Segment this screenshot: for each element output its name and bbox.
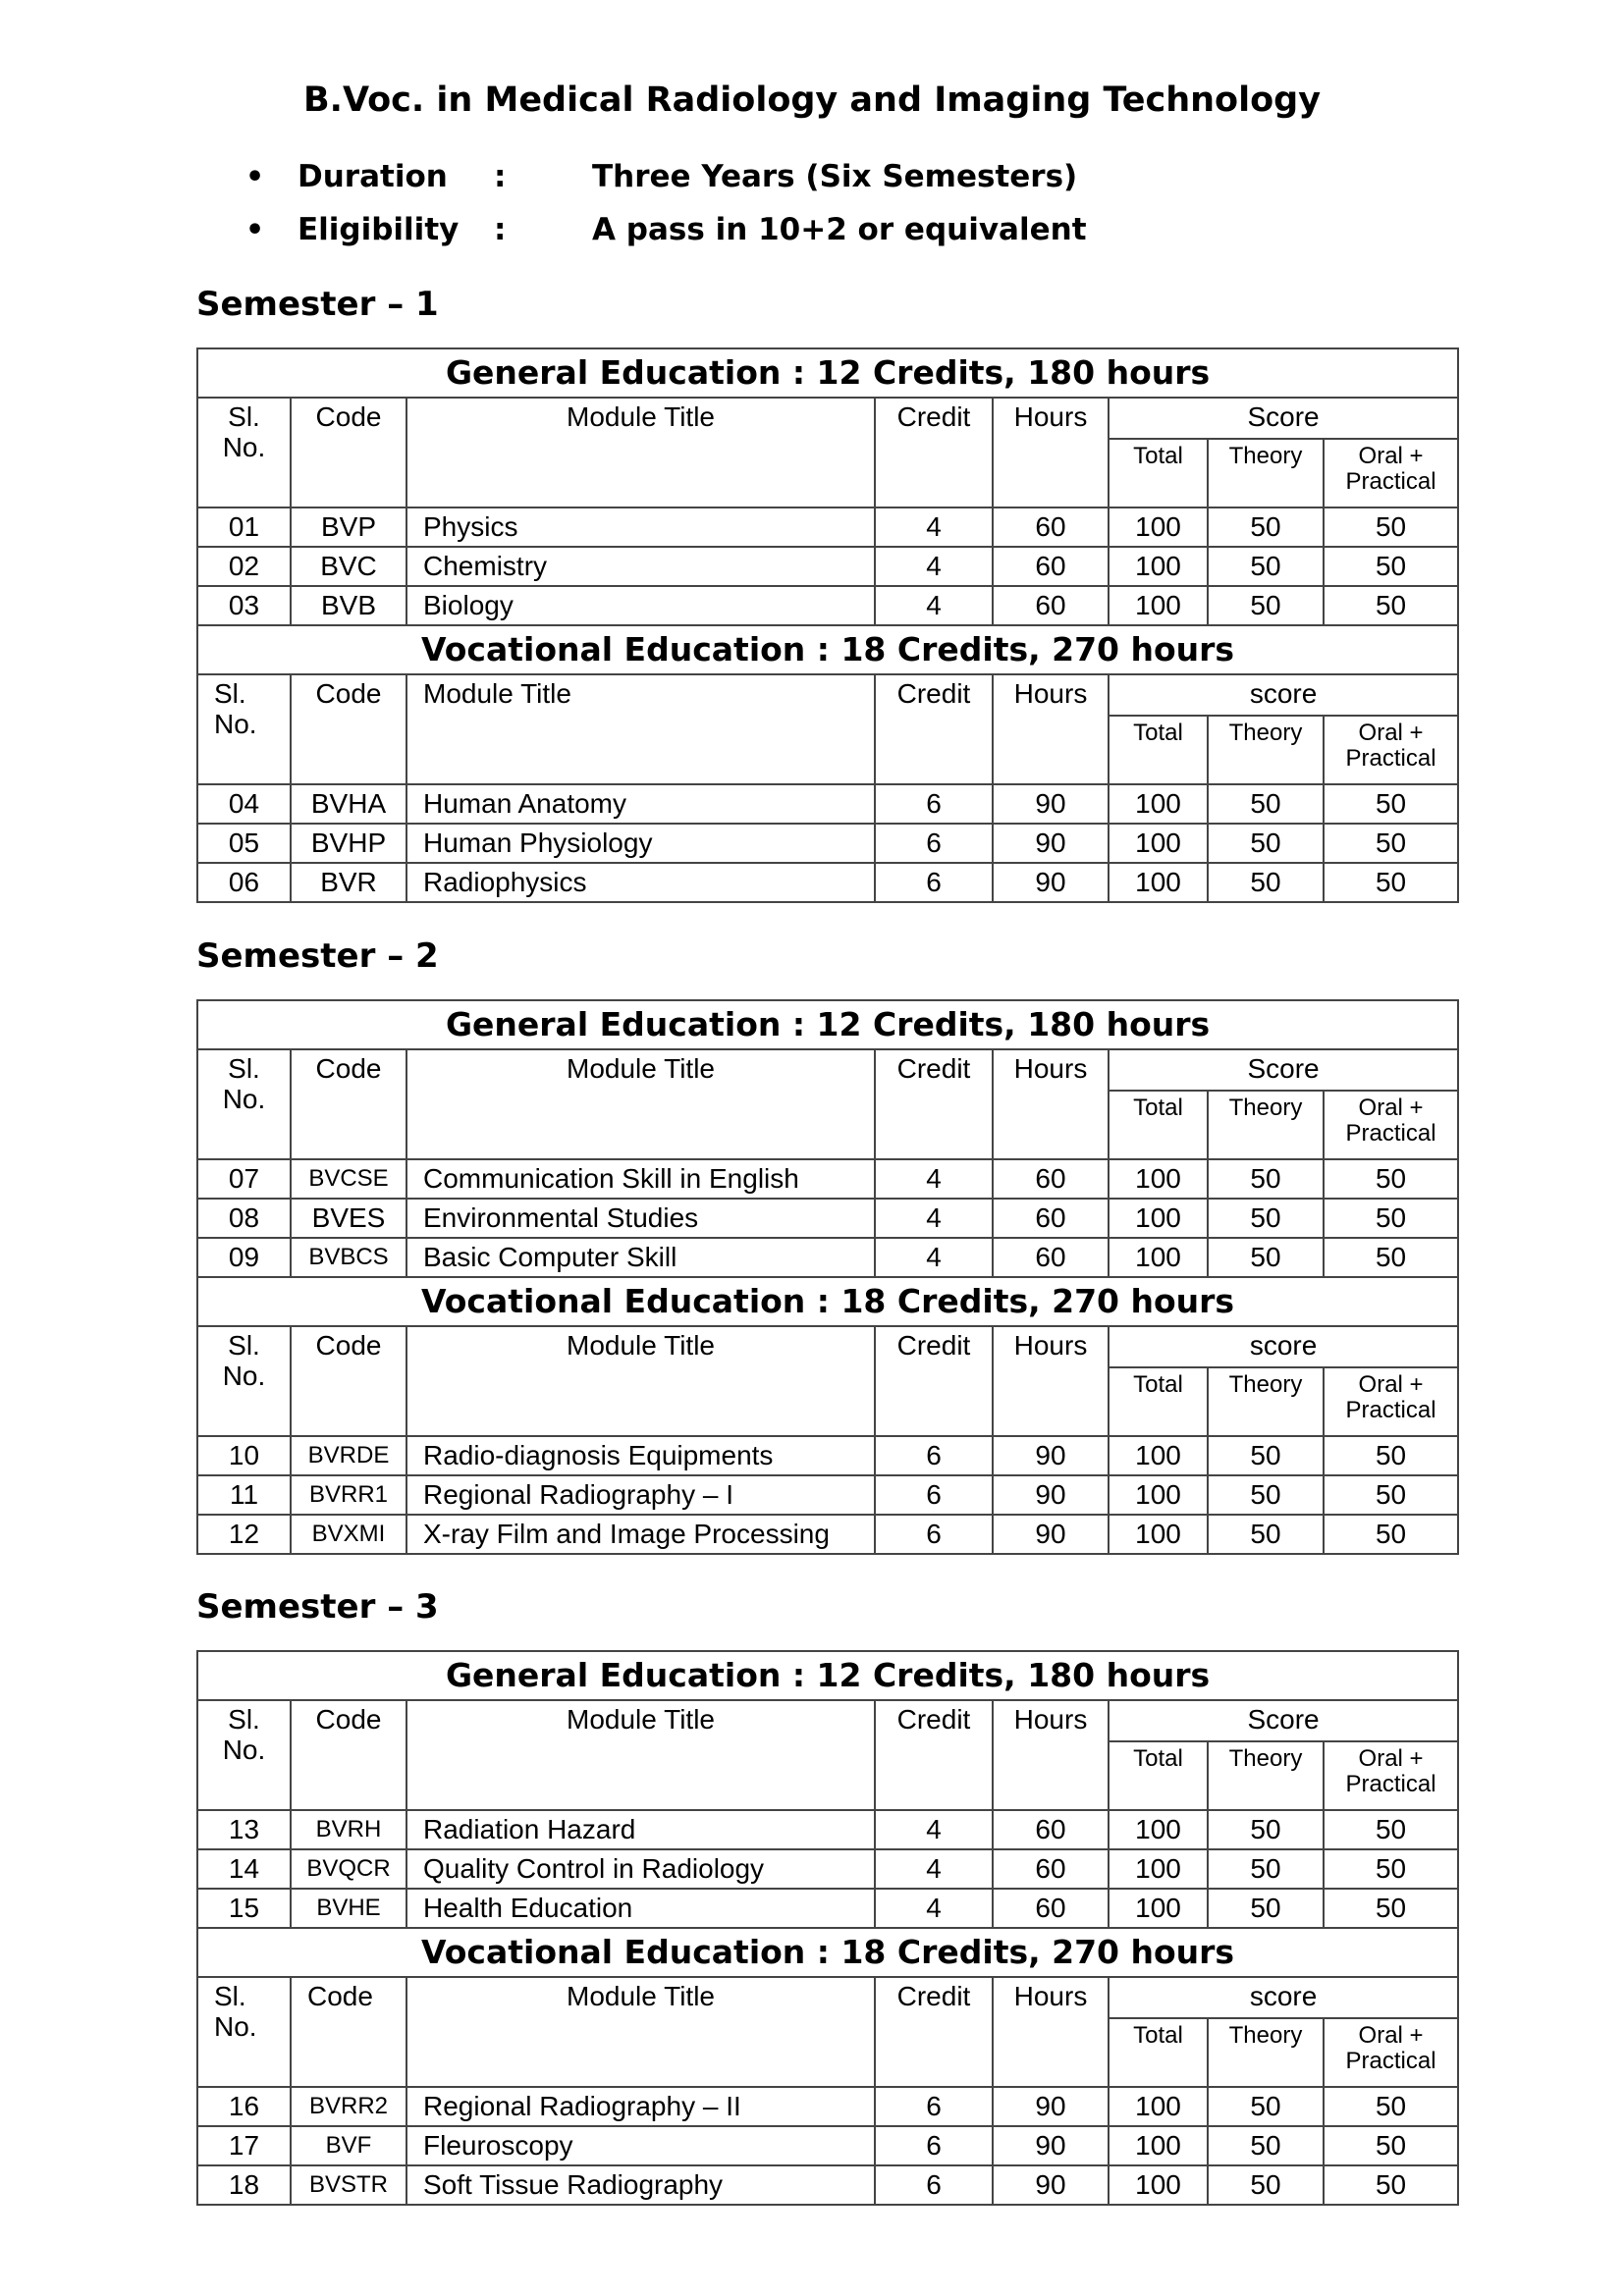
credit-cell: 6 (875, 2126, 993, 2165)
total-cell: 100 (1109, 1849, 1208, 1889)
code-cell: BVF (291, 2126, 406, 2165)
total-cell: 100 (1109, 586, 1208, 625)
semester-heading: Semester – 2 (196, 936, 439, 976)
credit-cell: 6 (875, 2165, 993, 2205)
theory-cell: 50 (1208, 507, 1324, 547)
module-title-header: Module Title (406, 1700, 875, 1810)
theory-cell: 50 (1208, 1238, 1324, 1277)
theory-cell: 50 (1208, 1159, 1324, 1199)
credit-cell: 6 (875, 824, 993, 863)
oral-cell: 50 (1324, 824, 1458, 863)
module-title-header: Module Title (406, 1977, 875, 2087)
oral-cell: 50 (1324, 1515, 1458, 1554)
total-cell: 100 (1109, 1159, 1208, 1199)
total-cell: 100 (1109, 784, 1208, 824)
credit-cell: 4 (875, 1849, 993, 1889)
module-title-cell: X-ray Film and Image Processing (406, 1515, 875, 1554)
theory-cell: 50 (1208, 1475, 1324, 1515)
table-row (197, 824, 1458, 863)
hours-cell: 60 (993, 1199, 1109, 1238)
oral-cell: 50 (1324, 1238, 1458, 1277)
module-title-header: Module Title (406, 398, 875, 507)
theory-header: Theory (1208, 1741, 1324, 1810)
oral-practical-header: Oral + Practical (1324, 439, 1458, 507)
document-title: B.Voc. in Medical Radiology and Imaging Technology (302, 80, 1322, 120)
theory-cell: 50 (1208, 1515, 1324, 1554)
sl-cell: 18 (197, 2165, 291, 2205)
module-title-cell: Soft Tissue Radiography (406, 2165, 875, 2205)
oral-practical-header: Oral + Practical (1324, 1091, 1458, 1159)
bullet-icon: • (245, 212, 265, 247)
sl-cell: 02 (197, 547, 291, 586)
sl-cell: 05 (197, 824, 291, 863)
oral-practical-header: Oral + Practical (1324, 2018, 1458, 2087)
credit-header: Credit (875, 1700, 993, 1810)
code-cell: BVRH (291, 1810, 406, 1849)
theory-cell: 50 (1208, 1889, 1324, 1928)
credit-header: Credit (875, 398, 993, 507)
credit-cell: 4 (875, 507, 993, 547)
credit-cell: 4 (875, 1238, 993, 1277)
sl-cell: 11 (197, 1475, 291, 1515)
oral-cell: 50 (1324, 2126, 1458, 2165)
semester-heading: Semester – 1 (196, 285, 439, 324)
table-row (197, 1475, 1458, 1515)
sl-cell: 04 (197, 784, 291, 824)
module-title-cell: Radio-diagnosis Equipments (406, 1436, 875, 1475)
credit-cell: 4 (875, 586, 993, 625)
total-cell: 100 (1109, 1515, 1208, 1554)
code-header: Code (291, 1977, 406, 2087)
sl-cell: 06 (197, 863, 291, 902)
module-title-cell: Radiation Hazard (406, 1810, 875, 1849)
sl-cell: 12 (197, 1515, 291, 1554)
module-title-cell: Chemistry (406, 547, 875, 586)
code-cell: BVB (291, 586, 406, 625)
theory-cell: 50 (1208, 586, 1324, 625)
module-title-cell: Physics (406, 507, 875, 547)
hours-cell: 90 (993, 824, 1109, 863)
hours-cell: 60 (993, 1238, 1109, 1277)
code-header: Code (291, 1326, 406, 1436)
module-title-header: Module Title (406, 1049, 875, 1159)
hours-cell: 90 (993, 784, 1109, 824)
total-header: Total (1109, 2018, 1208, 2087)
table-row (197, 1810, 1458, 1849)
code-cell: BVP (291, 507, 406, 547)
theory-header: Theory (1208, 439, 1324, 507)
total-header: Total (1109, 1091, 1208, 1159)
hours-cell: 60 (993, 1889, 1109, 1928)
total-header: Total (1109, 439, 1208, 507)
total-cell: 100 (1109, 507, 1208, 547)
table-row (197, 1199, 1458, 1238)
code-cell: BVHE (291, 1889, 406, 1928)
theory-cell: 50 (1208, 863, 1324, 902)
sl-no-header: Sl. No. (197, 1049, 291, 1159)
table-row (197, 1238, 1458, 1277)
total-header: Total (1109, 1367, 1208, 1436)
theory-cell: 50 (1208, 2126, 1324, 2165)
duration-line (245, 159, 1077, 194)
credit-header: Credit (875, 1049, 993, 1159)
sl-no-header: Sl. No. (197, 674, 291, 784)
oral-cell: 50 (1324, 1159, 1458, 1199)
sl-no-header: Sl. No. (197, 398, 291, 507)
module-title-cell: Biology (406, 586, 875, 625)
theory-header: Theory (1208, 1367, 1324, 1436)
code-cell: BVRR2 (291, 2087, 406, 2126)
module-title-header: Module Title (406, 1326, 875, 1436)
table-row (197, 1849, 1458, 1889)
theory-cell: 50 (1208, 1810, 1324, 1849)
theory-cell: 50 (1208, 2165, 1324, 2205)
theory-header: Theory (1208, 2018, 1324, 2087)
sl-cell: 16 (197, 2087, 291, 2126)
theory-cell: 50 (1208, 784, 1324, 824)
semester-table (196, 999, 1459, 1555)
oral-cell: 50 (1324, 547, 1458, 586)
code-cell: BVRR1 (291, 1475, 406, 1515)
duration-label: Duration (298, 159, 448, 194)
credit-cell: 6 (875, 1475, 993, 1515)
credit-cell: 4 (875, 1159, 993, 1199)
hours-cell: 60 (993, 1849, 1109, 1889)
hours-header: Hours (993, 1326, 1109, 1436)
score-header: Score (1109, 398, 1458, 439)
code-cell: BVHA (291, 784, 406, 824)
score-header: score (1109, 674, 1458, 716)
total-cell: 100 (1109, 1475, 1208, 1515)
oral-cell: 50 (1324, 1810, 1458, 1849)
eligibility-separator: : (494, 212, 507, 247)
sl-cell: 15 (197, 1889, 291, 1928)
module-title-cell: Environmental Studies (406, 1199, 875, 1238)
theory-cell: 50 (1208, 1849, 1324, 1889)
code-cell: BVCSE (291, 1159, 406, 1199)
credit-cell: 6 (875, 1436, 993, 1475)
credit-header: Credit (875, 1326, 993, 1436)
table-row (197, 1889, 1458, 1928)
sl-no-header: Sl. No. (197, 1700, 291, 1810)
total-cell: 100 (1109, 1889, 1208, 1928)
duration-value: Three Years (Six Semesters) (592, 159, 1078, 194)
theory-cell: 50 (1208, 547, 1324, 586)
code-header: Code (291, 674, 406, 784)
semester-table (196, 1650, 1459, 2206)
hours-cell: 90 (993, 2126, 1109, 2165)
sl-no-header: Sl. No. (197, 1326, 291, 1436)
code-cell: BVRDE (291, 1436, 406, 1475)
sl-cell: 10 (197, 1436, 291, 1475)
oral-cell: 50 (1324, 2165, 1458, 2205)
table-row (197, 507, 1458, 547)
module-title-cell: Communication Skill in English (406, 1159, 875, 1199)
sl-cell: 01 (197, 507, 291, 547)
semester-table (196, 347, 1459, 903)
total-cell: 100 (1109, 2165, 1208, 2205)
module-title-cell: Quality Control in Radiology (406, 1849, 875, 1889)
theory-cell: 50 (1208, 824, 1324, 863)
total-cell: 100 (1109, 824, 1208, 863)
credit-cell: 6 (875, 1515, 993, 1554)
oral-cell: 50 (1324, 1436, 1458, 1475)
credit-header: Credit (875, 674, 993, 784)
semester-heading: Semester – 3 (196, 1587, 439, 1627)
oral-practical-header: Oral + Practical (1324, 1367, 1458, 1436)
sl-cell: 14 (197, 1849, 291, 1889)
credit-header: Credit (875, 1977, 993, 2087)
table-row (197, 586, 1458, 625)
hours-cell: 60 (993, 547, 1109, 586)
hours-cell: 90 (993, 1515, 1109, 1554)
module-title-cell: Human Physiology (406, 824, 875, 863)
theory-cell: 50 (1208, 1436, 1324, 1475)
total-cell: 100 (1109, 1199, 1208, 1238)
code-cell: BVXMI (291, 1515, 406, 1554)
total-cell: 100 (1109, 2087, 1208, 2126)
code-cell: BVQCR (291, 1849, 406, 1889)
bullet-icon: • (245, 159, 265, 194)
sl-cell: 07 (197, 1159, 291, 1199)
theory-cell: 50 (1208, 2087, 1324, 2126)
section-title: General Education : 12 Credits, 180 hours (197, 348, 1458, 398)
score-header: score (1109, 1326, 1458, 1367)
sl-cell: 03 (197, 586, 291, 625)
hours-cell: 90 (993, 863, 1109, 902)
table-row (197, 2126, 1458, 2165)
code-header: Code (291, 398, 406, 507)
theory-header: Theory (1208, 716, 1324, 784)
table-row (197, 547, 1458, 586)
code-cell: BVSTR (291, 2165, 406, 2205)
section-title: Vocational Education : 18 Credits, 270 hours (197, 1928, 1458, 1977)
hours-cell: 60 (993, 586, 1109, 625)
hours-header: Hours (993, 398, 1109, 507)
section-title: General Education : 12 Credits, 180 hours (197, 1651, 1458, 1700)
module-title-cell: Regional Radiography – II (406, 2087, 875, 2126)
oral-cell: 50 (1324, 586, 1458, 625)
hours-cell: 90 (993, 1475, 1109, 1515)
section-title: General Education : 12 Credits, 180 hours (197, 1000, 1458, 1049)
hours-cell: 60 (993, 1810, 1109, 1849)
code-cell: BVES (291, 1199, 406, 1238)
oral-cell: 50 (1324, 1849, 1458, 1889)
module-title-cell: Human Anatomy (406, 784, 875, 824)
module-title-cell: Regional Radiography – I (406, 1475, 875, 1515)
score-header: score (1109, 1977, 1458, 2018)
credit-cell: 6 (875, 863, 993, 902)
module-title-cell: Health Education (406, 1889, 875, 1928)
oral-cell: 50 (1324, 784, 1458, 824)
sl-cell: 13 (197, 1810, 291, 1849)
oral-practical-header: Oral + Practical (1324, 1741, 1458, 1810)
table-row (197, 2165, 1458, 2205)
code-cell: BVR (291, 863, 406, 902)
oral-practical-header: Oral + Practical (1324, 716, 1458, 784)
hours-cell: 90 (993, 2165, 1109, 2205)
total-cell: 100 (1109, 1238, 1208, 1277)
hours-cell: 90 (993, 2087, 1109, 2126)
hours-cell: 60 (993, 507, 1109, 547)
table-row (197, 1159, 1458, 1199)
credit-cell: 6 (875, 2087, 993, 2126)
oral-cell: 50 (1324, 507, 1458, 547)
score-header: Score (1109, 1700, 1458, 1741)
module-title-header: Module Title (406, 674, 875, 784)
hours-cell: 90 (993, 1436, 1109, 1475)
module-title-cell: Fleuroscopy (406, 2126, 875, 2165)
hours-header: Hours (993, 1977, 1109, 2087)
total-cell: 100 (1109, 1810, 1208, 1849)
eligibility-label: Eligibility (298, 212, 460, 247)
hours-header: Hours (993, 1700, 1109, 1810)
table-row (197, 2087, 1458, 2126)
hours-cell: 60 (993, 1159, 1109, 1199)
total-cell: 100 (1109, 863, 1208, 902)
code-cell: BVHP (291, 824, 406, 863)
table-row (197, 863, 1458, 902)
total-header: Total (1109, 716, 1208, 784)
oral-cell: 50 (1324, 1889, 1458, 1928)
oral-cell: 50 (1324, 863, 1458, 902)
sl-cell: 17 (197, 2126, 291, 2165)
theory-cell: 50 (1208, 1199, 1324, 1238)
oral-cell: 50 (1324, 2087, 1458, 2126)
hours-header: Hours (993, 674, 1109, 784)
credit-cell: 4 (875, 1199, 993, 1238)
oral-cell: 50 (1324, 1475, 1458, 1515)
score-header: Score (1109, 1049, 1458, 1091)
code-cell: BVC (291, 547, 406, 586)
credit-cell: 4 (875, 547, 993, 586)
section-title: Vocational Education : 18 Credits, 270 hours (197, 1277, 1458, 1326)
code-header: Code (291, 1700, 406, 1810)
sl-cell: 08 (197, 1199, 291, 1238)
hours-header: Hours (993, 1049, 1109, 1159)
credit-cell: 4 (875, 1889, 993, 1928)
code-cell: BVBCS (291, 1238, 406, 1277)
theory-header: Theory (1208, 1091, 1324, 1159)
credit-cell: 4 (875, 1810, 993, 1849)
table-row (197, 784, 1458, 824)
code-header: Code (291, 1049, 406, 1159)
sl-no-header: Sl. No. (197, 1977, 291, 2087)
section-title: Vocational Education : 18 Credits, 270 hours (197, 625, 1458, 674)
total-cell: 100 (1109, 1436, 1208, 1475)
oral-cell: 50 (1324, 1199, 1458, 1238)
total-cell: 100 (1109, 547, 1208, 586)
total-cell: 100 (1109, 2126, 1208, 2165)
table-row (197, 1515, 1458, 1554)
eligibility-line (245, 212, 1087, 247)
credit-cell: 6 (875, 784, 993, 824)
sl-cell: 09 (197, 1238, 291, 1277)
module-title-cell: Radiophysics (406, 863, 875, 902)
duration-separator: : (494, 159, 507, 194)
module-title-cell: Basic Computer Skill (406, 1238, 875, 1277)
total-header: Total (1109, 1741, 1208, 1810)
eligibility-value: A pass in 10+2 or equivalent (592, 212, 1087, 247)
table-row (197, 1436, 1458, 1475)
